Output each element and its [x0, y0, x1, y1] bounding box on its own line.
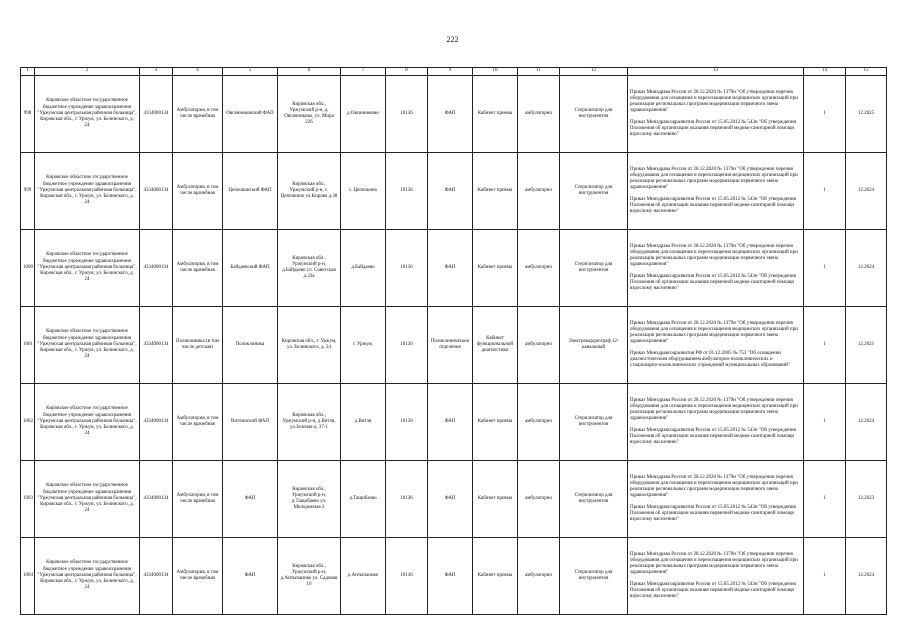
address-cell: Кировская обл., Уржумский р-н, д.Тащибаево ул. Молодежная 2 [278, 461, 341, 538]
column-header: 11 [518, 68, 560, 76]
room-cell: Кабинет приема [473, 230, 518, 307]
column-header: 5 [223, 68, 278, 76]
regulation-text: Приказ Минздрава России от 28.12.2020 № 1379н "Об утверждении перечня оборудования для оснащения и переоснащения медицинских организаций при реализации региональных программ модернизации первичного звена здравоохранения" [630, 243, 798, 268]
regulation-text: Приказ Минздравсоцразвития России от 15.05.2012 № 543н "Об утверждении Положения об организации оказания первичной медико-санитарной помощи взрослому населению" [630, 581, 797, 599]
unit-cell: Витлинский ФАП [223, 384, 278, 461]
quantity-cell: 1 [804, 230, 846, 307]
inn-cell: 4334000134 [140, 307, 173, 384]
column-header: 4 [173, 68, 223, 76]
facility-type-cell: Амбулатория, в том числе врачебная [173, 153, 223, 230]
table-row [21, 153, 887, 230]
room-cell: Кабинет функциональной диагностики [473, 307, 518, 384]
regulation-text: Приказ Минздрава России от 28.12.2020 № 1379н "Об утверждении перечня оборудования для оснащения и переоснащения медицинских организаций при реализации региональных программ модернизации первичного звена здравоохранения" [630, 166, 798, 191]
table-row [21, 307, 887, 384]
column-header: 2 [35, 68, 140, 76]
regulation-text: Приказ Минздрава России от 28.12.2020 № 1379н "Об утверждении перечня оборудования для оснащения и переоснащения медицинских организаций при реализации региональных программ модернизации первичного звена здравоохранения" [630, 397, 798, 422]
regulation-text: Приказ Минздравсоцразвития России от 15.05.2012 № 543н "Об утверждении Положения об организации оказания первичной медико-санитарной помощи взрослому населению" [630, 119, 797, 137]
locality-cell: г. Уржум, [341, 307, 386, 384]
quantity-cell: 1 [804, 384, 846, 461]
regulation-text: Приказ Минздрава России от 28.12.2020 № 1379н "Об утверждении перечня оборудования для оснащения и переоснащения медицинских организаций при реализации региональных программ модернизации первичного звена здравоохранения" [630, 474, 798, 499]
row-number: 999 [21, 153, 35, 230]
mode-cell: амбулаторно [518, 538, 560, 615]
organization-cell: Кировское областное государственное бюджетное учреждение здравоохранения "Уржумская центральная районная больница", Кировская обл., г. Уржум, ул. Белинского, д. 24 [35, 230, 140, 307]
facility-type-cell: Амбулатория, в том числе врачебная [173, 230, 223, 307]
unit-cell: Поликлиника [223, 307, 278, 384]
column-header: 3 [140, 68, 173, 76]
column-header: 10 [473, 68, 518, 76]
inn-cell: 4334000134 [140, 538, 173, 615]
column-header: 13 [628, 68, 804, 76]
facility-type-cell: Амбулатория, в том числе врачебная [173, 76, 223, 153]
column-header: 1 [21, 68, 35, 76]
room-cell: Кабинет приема [473, 384, 518, 461]
mode-cell: амбулаторно [518, 230, 560, 307]
table-row [21, 461, 887, 538]
code-cell: 10136 [386, 307, 428, 384]
inn-cell: 4334000134 [140, 461, 173, 538]
equipment-table [20, 67, 887, 615]
code-cell: 10136 [386, 76, 428, 153]
column-header: 14 [804, 68, 846, 76]
date-cell: 12.2021 [846, 307, 887, 384]
row-number: 998 [21, 76, 35, 153]
inn-cell: 4334000134 [140, 230, 173, 307]
row-number: 1001 [21, 307, 35, 384]
regulation-cell [628, 538, 804, 615]
quantity-cell: 1 [804, 307, 846, 384]
unit-cell: Овсянниковский ФАП [223, 76, 278, 153]
address-cell: Кировская обл., г. Уржум, ул. Белинского, д. 24 [278, 307, 341, 384]
date-cell: 12.2023 [846, 461, 887, 538]
regulation-cell [628, 153, 804, 230]
header-row [21, 68, 887, 76]
division-cell: Поликлиническое отделение [428, 307, 473, 384]
regulation-text: Приказ Минздрава России от 28.12.2020 № 1379н "Об утверждении перечня оборудования для оснащения и переоснащения медицинских организаций при реализации региональных программ модернизации первичного звена здравоохранения" [630, 551, 798, 576]
organization-cell: Кировское областное государственное бюджетное учреждение здравоохранения "Уржумская центральная районная больница", Кировская обл., г. Уржум, ул. Белинского, д. 24 [35, 76, 140, 153]
locality-cell: д.Байдаево [341, 230, 386, 307]
code-cell: 10136 [386, 230, 428, 307]
quantity-cell: 1 [804, 461, 846, 538]
unit-cell: ФАП [223, 538, 278, 615]
facility-type-cell: Амбулатория, в том числе врачебная [173, 461, 223, 538]
regulation-cell [628, 230, 804, 307]
facility-type-cell: Амбулатория, в том числе врачебная [173, 538, 223, 615]
organization-cell: Кировское областное государственное бюджетное учреждение здравоохранения "Уржумская центральная районная больница", Кировская обл., г. Уржум, ул. Белинского, д. 24 [35, 153, 140, 230]
locality-cell: д.Антыпаново [341, 538, 386, 615]
unit-cell: ФАП [223, 461, 278, 538]
equipment-cell: Стерилизатор для инструментов [560, 538, 628, 615]
regulation-cell [628, 461, 804, 538]
date-cell: 12.2024 [846, 230, 887, 307]
organization-cell: Кировское областное государственное бюджетное учреждение здравоохранения "Уржумская центральная районная больница", Кировская обл., г. Уржум, ул. Белинского, д. 24 [35, 384, 140, 461]
regulation-cell [628, 307, 804, 384]
mode-cell: амбулаторно [518, 384, 560, 461]
date-cell: 12.2025 [846, 76, 887, 153]
regulation-text: Приказ Минздравсоцразвития РФ от 01.12.2005 № 753 "Об оснащении диагностическим оборудованием амбулаторно-поликлинических и стационарно-поликлинических учреждений муниципальных образований" [630, 350, 790, 368]
equipment-cell: Стерилизатор для инструментов [560, 230, 628, 307]
address-cell: Кировская обл., Уржумский р-н, с. Цепочкино ул.Кирова д.38 [278, 153, 341, 230]
division-cell: ФАП [428, 538, 473, 615]
division-cell: ФАП [428, 384, 473, 461]
table-row [21, 76, 887, 153]
table-row [21, 384, 887, 461]
mode-cell: амбулаторно [518, 307, 560, 384]
inn-cell: 4334000134 [140, 153, 173, 230]
quantity-cell: 1 [804, 76, 846, 153]
column-header: 9 [428, 68, 473, 76]
room-cell: Кабинет приема [473, 461, 518, 538]
row-number: 1002 [21, 384, 35, 461]
equipment-cell: Стерилизатор для инструментов [560, 461, 628, 538]
date-cell: 12.2024 [846, 384, 887, 461]
division-cell: ФАП [428, 461, 473, 538]
facility-type-cell: Амбулатория, в том числе врачебная [173, 384, 223, 461]
organization-cell: Кировское областное государственное бюджетное учреждение здравоохранения "Уржумская центральная районная больница", Кировская обл., г. Уржум, ул. Белинского, д. 24 [35, 307, 140, 384]
inn-cell: 4334000134 [140, 384, 173, 461]
equipment-cell: Стерилизатор для инструментов [560, 153, 628, 230]
regulation-text: Приказ Минздравсоцразвития России от 15.05.2012 № 543н "Об утверждении Положения об организации оказания первичной медико-санитарной помощи взрослому населению" [630, 273, 797, 291]
row-number: 1003 [21, 461, 35, 538]
regulation-text: Приказ Минздрава России от 28.12.2020 № 1379н "Об утверждении перечня оборудования для оснащения и переоснащения медицинских организаций при реализации региональных программ модернизации первичного звена здравоохранения" [630, 320, 798, 345]
room-cell: Кабинет приема [473, 153, 518, 230]
regulation-cell [628, 76, 804, 153]
table-row [21, 538, 887, 615]
regulation-text: Приказ Минздравсоцразвития России от 15.05.2012 № 543н "Об утверждении Положения об организации оказания первичной медико-санитарной помощи взрослому населению" [630, 427, 797, 445]
quantity-cell: 1 [804, 153, 846, 230]
address-cell: Кировская обл., Уржумский р-н, д.Витля, ул.Зеленая д. 37-1 [278, 384, 341, 461]
table-row [21, 230, 887, 307]
date-cell: 12.2024 [846, 538, 887, 615]
code-cell: 10136 [386, 461, 428, 538]
mode-cell: амбулаторно [518, 153, 560, 230]
address-cell: Кировская обл., Уржумский р-н, д.Антыпаново ул. Садовая 10 [278, 538, 341, 615]
room-cell: Кабинет приема [473, 538, 518, 615]
column-header: 8 [386, 68, 428, 76]
locality-cell: д.Овсянниково [341, 76, 386, 153]
column-header: 15 [846, 68, 887, 76]
locality-cell: с. Цепочкино [341, 153, 386, 230]
equipment-cell: Стерилизатор для инструментов [560, 76, 628, 153]
row-number: 1000 [21, 230, 35, 307]
address-cell: Кировская обл., Уржумский р-н, д. Овсянниково, ул. Мира 22б [278, 76, 341, 153]
division-cell: ФАП [428, 230, 473, 307]
organization-cell: Кировское областное государственное бюджетное учреждение здравоохранения "Уржумская центральная районная больница", Кировская обл., г. Уржум, ул. Белинского, д. 24 [35, 538, 140, 615]
organization-cell: Кировское областное государственное бюджетное учреждение здравоохранения "Уржумская центральная районная больница", Кировская обл., г. Уржум, ул. Белинского, д. 24 [35, 461, 140, 538]
column-header: 7 [341, 68, 386, 76]
row-number: 1004 [21, 538, 35, 615]
locality-cell: д.Витля [341, 384, 386, 461]
column-header: 6 [278, 68, 341, 76]
division-cell: ФАП [428, 76, 473, 153]
code-cell: 10136 [386, 384, 428, 461]
mode-cell: амбулаторно [518, 76, 560, 153]
unit-cell: Цепочкинский ФАП [223, 153, 278, 230]
regulation-text: Приказ Минздравсоцразвития России от 15.05.2012 № 543н "Об утверждении Положения об организации оказания первичной медико-санитарной помощи взрослому населению" [630, 504, 797, 522]
page-number: 222 [446, 35, 459, 44]
regulation-cell [628, 384, 804, 461]
equipment-cell: Стерилизатор для инструментов [560, 384, 628, 461]
code-cell: 10136 [386, 538, 428, 615]
date-cell: 12.2024 [846, 153, 887, 230]
inn-cell: 4334000134 [140, 76, 173, 153]
unit-cell: Байдаевский ФАП [223, 230, 278, 307]
code-cell: 10136 [386, 153, 428, 230]
equipment-cell: Электрокардиограф 12-канальный [560, 307, 628, 384]
regulation-text: Приказ Минздрава России от 28.12.2020 № 1379н "Об утверждении перечня оборудования для оснащения и переоснащения медицинских организаций при реализации региональных программ модернизации первичного звена здравоохранения" [630, 89, 798, 114]
address-cell: Кировская обл., Уржумский р-н, д.Байдаево ул. Советская д.33а [278, 230, 341, 307]
quantity-cell: 1 [804, 538, 846, 615]
column-header: 12 [560, 68, 628, 76]
regulation-text: Приказ Минздравсоцразвития России от 15.05.2012 № 543н "Об утверждении Положения об организации оказания первичной медико-санитарной помощи взрослому населению" [630, 196, 797, 214]
locality-cell: д.Тащибаево [341, 461, 386, 538]
division-cell: ФАП [428, 153, 473, 230]
mode-cell: амбулаторно [518, 461, 560, 538]
facility-type-cell: Поликлиника (в том числе детская) [173, 307, 223, 384]
room-cell: Кабинет приема [473, 76, 518, 153]
